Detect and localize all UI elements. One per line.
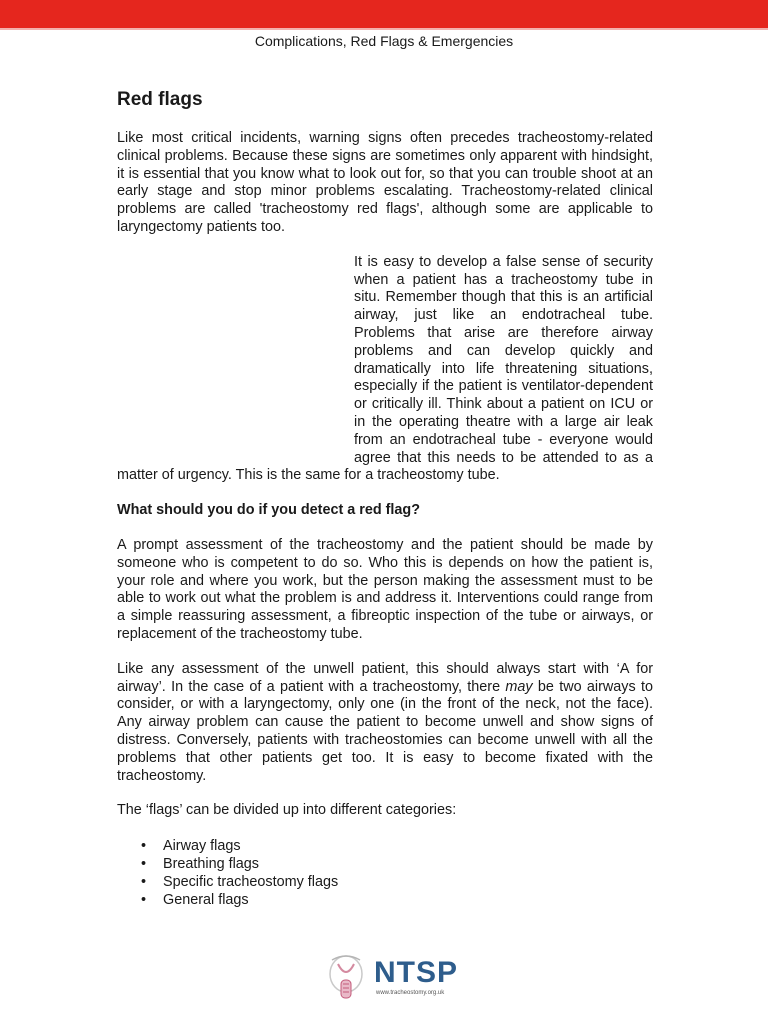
logo-wordmark: NTSP — [374, 956, 459, 989]
list-item: • Breathing flags — [117, 855, 653, 873]
logo-url: www.tracheostomy.org.uk — [376, 990, 445, 996]
float-paragraph-block — [117, 254, 653, 485]
ntsp-logo — [318, 950, 458, 1010]
header-divider — [0, 28, 768, 30]
para4-end: be two airways to consider, or with a laryngectomy, only one (in the front of the neck, not the face). Any airway problem can cause the patient to become unwell and show signs of distress. Conversely, patients with tracheostomies can become unwell with all the problems that other patients get too. It is easy to become fixated with the tracheostomy. — [117, 678, 653, 784]
running-header: Complications, Red Flags & Emergencies — [254, 33, 514, 49]
header-accent-bar — [0, 0, 768, 28]
categories-intro: The ‘flags’ can be divided up into different categories: — [117, 802, 457, 819]
flag-category-list — [117, 837, 653, 909]
image-placeholder-space — [117, 254, 354, 450]
section-title: Red flags — [117, 89, 203, 110]
assessment-paragraph: A prompt assessment of the tracheostomy and the patient should be made by someone who is competent to do so. Who this is depends on how the patient is, your role and where you work, but the person making the assessment must to be able to work out what the problem is and address it. Interventions could range from a simple reassuring assessment, a fibreoptic inspection of the tube or airways, or replacement of the tracheostomy tube. — [117, 536, 653, 642]
may-emphasis: may — [505, 678, 533, 695]
para4-start: Like any assessment of the unwell patient, this should always start with ‘A for airway’. In the case of a patient with a tracheostomy, there — [117, 660, 653, 695]
list-item: • General flags — [117, 891, 653, 909]
a-for-airway-paragraph — [117, 661, 653, 786]
main-content — [117, 88, 653, 909]
red-flag-question-heading: What should you do if you detect a red flag? — [117, 502, 421, 519]
intro-paragraph: Like most critical incidents, warning signs often precedes tracheostomy-related clinical problems. Because these signs are sometimes only apparent with hindsight, it is essential that you know what to look out for, so that you can trouble shoot at an early stage and stop minor problems escalating. Tracheostomy-related clinical problems are called 'tracheostomy red flags', although some are applicable to laryngectomy patients too. — [117, 130, 653, 235]
false-security-paragraph: It is easy to develop a false sense of security when a patient has a tracheostomy tube in situ. Remember though that this is an artificial airway, just like an endotracheal tube. Problems that arise are therefore airway problems and can develop quickly and dramatically into life threatening situations, especially if the patient is ventilator-dependent or critically ill. Think about a patient on ICU or in the operating theatre with a large air leak from an endotracheal tube - everyone would agree that this needs to be attended to as a matter of urgency. This is the same for a tracheostomy tube. — [117, 253, 653, 484]
list-item: • Specific tracheostomy flags — [117, 873, 653, 891]
trachea-emblem-icon — [318, 950, 374, 1008]
list-item: • Airway flags — [117, 837, 653, 855]
